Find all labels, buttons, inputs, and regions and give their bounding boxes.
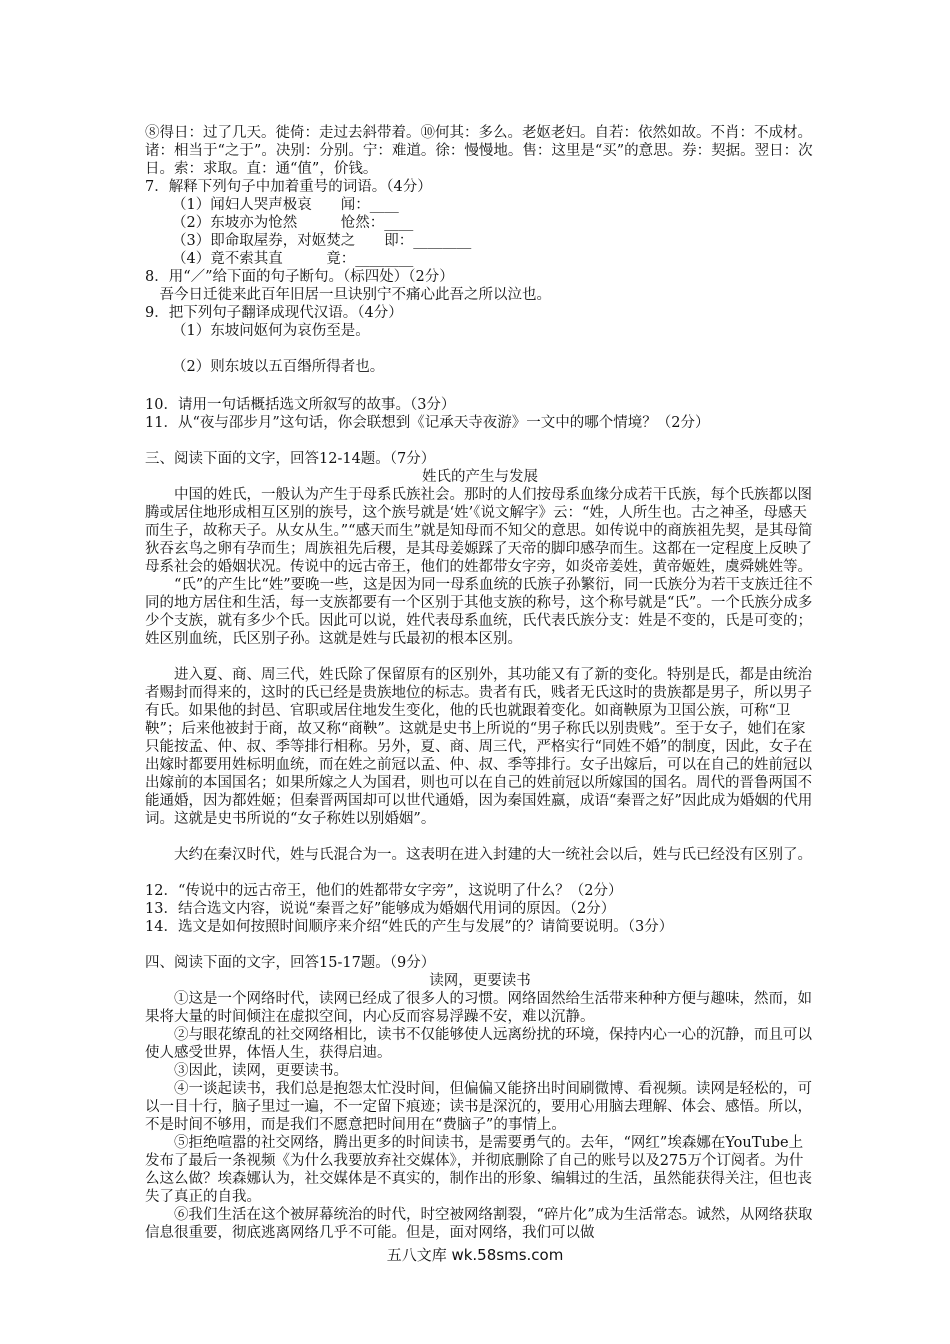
q7-item-1: （1）闻妇人哭声极哀 闻：____ xyxy=(172,197,399,213)
q7-item-3: （3）即命取屋券，对妪焚之 即：________ xyxy=(172,233,472,249)
s4-paragraph-6: ⑥我们生活在这个被屏幕统治的时代，时空被网络割裂，“碎片化”成为生活常态。诚然，从网络获取信息很重要，彻底逃离网络几乎不可能。但是，面对网络，我们可以做 xyxy=(145,1207,813,1241)
s3-paragraph-1: 中国的姓氏，一般认为产生于母系氏族社会。那时的人们按母系血缘分成若干氏族，每个氏族都以图腾或居住地形成相互区别的族号，这个族号就是‘姓’《说文解字》云：“姓，人所生也。古之神圣，母感天而生子，故称天子。从女从生。”“感天而生”就是知母而不知父的意思。如传说中的商族祖先契，是其母简狄吞玄鸟之卵有孕而生；周族祖先后稷，是其母姜嫄踩了天帝的脚印感孕而生。这都在一定程度上反映了母系社会的婚姻状况。传说中的远古帝王，他们的姓都带女字旁，如炎帝姜姓，黄帝姬姓，虞舜姚姓等。 xyxy=(145,487,813,575)
question-13: 13．结合选文内容，说说“秦晋之好”能够成为婚姻代用词的原因。（2分） xyxy=(145,901,616,917)
question-11: 11．从“夜与邵步月”这句话，你会联想到《记承天寺夜游》一文中的哪个情境？（2分） xyxy=(145,415,710,431)
s3-paragraph-2: “氏”的产生比“姓”要晚一些，这是因为同一母系血统的氏族子孙繁衍，同一氏族分为若干支族迁往不同的地方居住和生活，每一支族都要有一个区别于其他支族的称号，这个称号就是“氏”。一个氏族分成多少个支族，就有多少个氏。因此可以说，姓代表母系血统，氏代表氏族分支：姓是不变的，氏是可变的；姓区别血统，氏区别子孙。这就是姓与氏最初的根本区别。 xyxy=(145,577,813,647)
s4-paragraph-4: ④一谈起读书，我们总是抱怨太忙没时间，但偏偏又能挤出时间刷微博、看视频。读网是轻松的，可以一目十行，脑子里过一遍，不一定留下痕迹；读书是深沉的，要用心用脑去理解、体会、感悟。所以，不是时间不够用，而是我们不愿意把时间用在“费脑子”的事情上。 xyxy=(145,1081,812,1133)
question-14: 14．选文是如何按照时间顺序来介绍“姓氏的产生与发展”的？请简要说明。（3分） xyxy=(145,919,674,935)
s4-paragraph-5: ⑤拒绝喧嚣的社交网络，腾出更多的时间读书，是需要勇气的。去年，“网红”埃森娜在YouTube上发布了最后一条视频《为什么我要放弃社交媒体》，并彻底删除了自己的账号以及275万个订阅者。为什么这么做？埃森娜认为，社交媒体是不真实的，制作出的形象、编辑过的生活，虽然能获得关注，但也丧失了真正的自我。 xyxy=(145,1135,812,1205)
footer-watermark: 五八文库 wk.58sms.com xyxy=(386,1246,564,1264)
q8-sentence: 吾今日迁徙来此百年旧居一旦诀别宁不痛心此吾之所以泣也。 xyxy=(145,287,551,303)
section-4-title: 读网，更要读书 xyxy=(429,973,531,989)
section-3-title: 姓氏的产生与发展 xyxy=(422,469,538,485)
question-12: 12．“传说中的远古帝王，他们的姓都带女字旁”，这说明了什么？（2分） xyxy=(145,883,623,899)
question-7: 7．解释下列句子中加着重号的词语。（4分） xyxy=(145,179,432,195)
section-3-heading: 三、阅读下面的文字，回答12-14题。（7分） xyxy=(145,451,436,467)
annotation-notes: ⑧得日：过了几天。徙倚：走过去斜带着。⑩何其：多么。老妪老妇。自若：依然如故。不肖：不成材。诸：相当于“之于”。决别：分别。宁：难道。徐：慢慢地。售：这里是“买”的意思。券：契据。翌日：次日。索：求取。直：通“值”，价钱。 xyxy=(145,125,813,177)
q7-item-2: （2）东坡亦为怆然 怆然：____ xyxy=(172,215,414,231)
s4-paragraph-3: ③因此，读网，更要读书。 xyxy=(174,1063,348,1079)
q9-item-2: （2）则东坡以五百缗所得者也。 xyxy=(172,359,385,375)
q9-item-1: （1）东坡问妪何为哀伤至是。 xyxy=(172,323,370,339)
question-10: 10．请用一句话概括选文所叙写的故事。（3分） xyxy=(145,397,456,413)
q7-item-4: （4）竟不索其直 竟：________ xyxy=(172,251,414,267)
s3-paragraph-3: 进入夏、商、周三代，姓氏除了保留原有的区别外，其功能又有了新的变化。特别是氏，都是由统治者赐封而得来的，这时的氏已经是贵族地位的标志。贵者有氏，贱者无氏这时的贵族都是男子，所以男子有氏。如果他的封邑、官职或居住地发生变化，他的氏也就跟着变化。如商鞅原为卫国公族，可称“卫鞅”；后来他被封于商，故又称“商鞅”。这就是史书上所说的“男子称氏以别贵贱”。至于女子，她们在家只能按孟、仲、叔、季等排行相称。另外，夏、商、周三代，严格实行“同姓不婚”的制度，因此，女子在出嫁时都要用姓标明血统，而在姓之前冠以孟、仲、叔、季等排行。女子出嫁后，可以在自己的姓前冠以出嫁前的本国国名；如果所嫁之人为国君，则也可以在自己的姓前冠以所嫁国的国名。周代的晋鲁两国不能通婚，因为都姓姬；但秦晋两国却可以世代通婚，因为秦国姓嬴，成语“秦晋之好”因此成为婚姻的代用词。这就是史书所说的“女子称姓以别婚姻”。 xyxy=(145,667,813,827)
question-9: 9．把下列句子翻译成现代汉语。（4分） xyxy=(145,305,403,321)
section-4-heading: 四、阅读下面的文字，回答15-17题。（9分） xyxy=(145,955,436,971)
s3-paragraph-4: 大约在秦汉时代，姓与氏混合为一。这表明在进入封建的大一统社会以后，姓与氏已经没有区别了。 xyxy=(174,847,812,863)
s4-paragraph-1: ①这是一个网络时代，读网已经成了很多人的习惯。网络固然给生活带来种种方便与趣味，然而，如果将大量的时间倾注在虚拟空间，内心反而容易浮躁不安，难以沉静。 xyxy=(145,991,812,1025)
question-8: 8．用“／”给下面的句子断句。（标四处）（2分） xyxy=(145,269,454,285)
s4-paragraph-2: ②与眼花缭乱的社交网络相比，读书不仅能够使人远离纷扰的环境，保持内心一心的沉静，而且可以使人感受世界，体悟人生，获得启迪。 xyxy=(145,1027,812,1061)
